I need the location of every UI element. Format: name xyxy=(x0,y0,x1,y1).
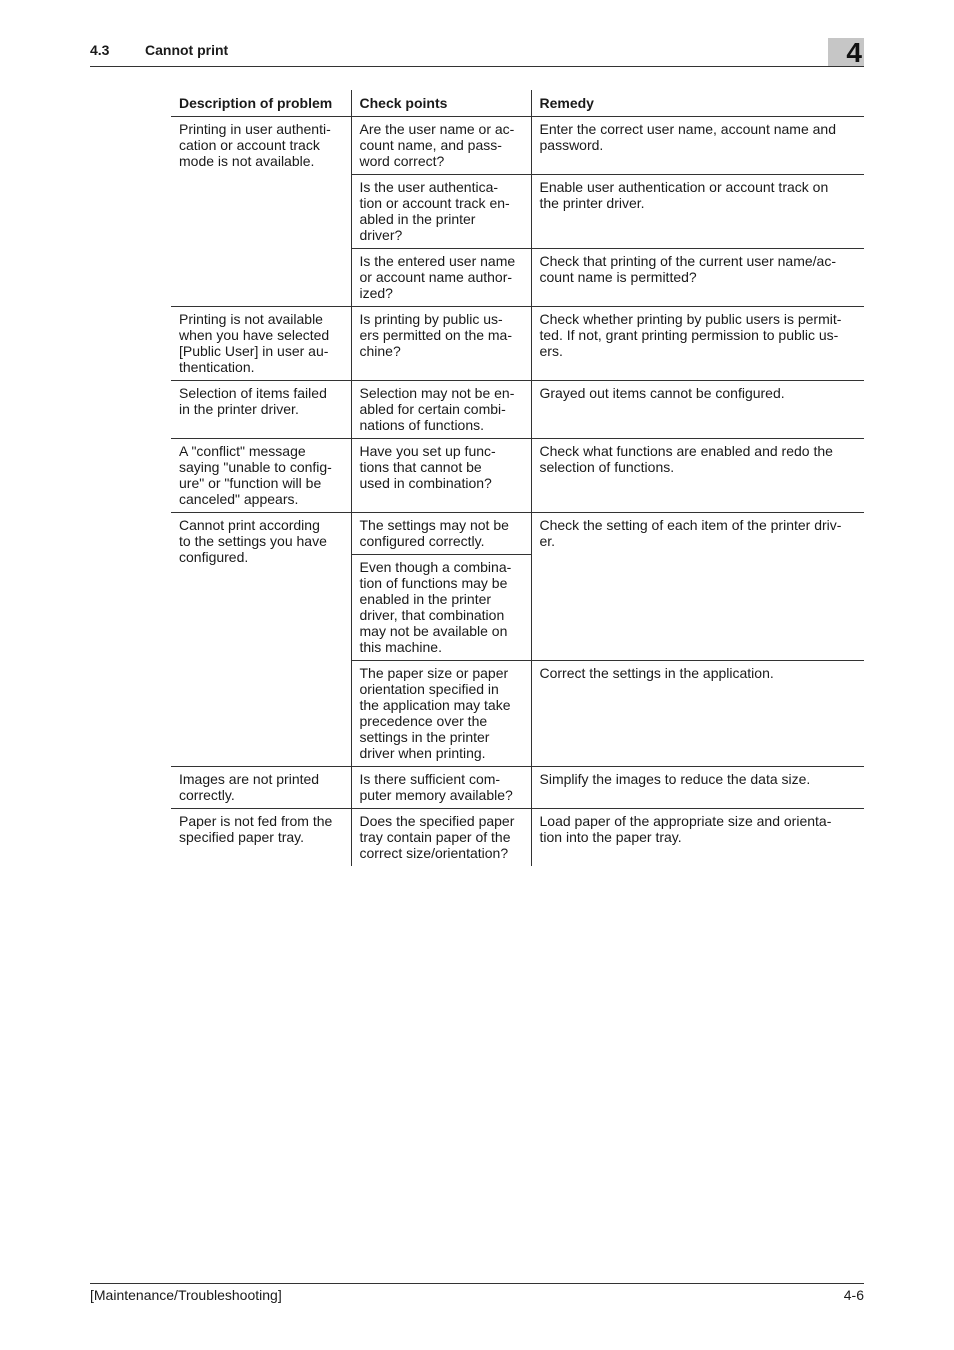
remedy-cell xyxy=(531,381,864,439)
remedy-cell xyxy=(531,175,864,249)
section-title: Cannot print xyxy=(145,42,229,58)
check-point-text: The paper size or paper orientation specified in the application may take precedence over the settings in the printer driver when printing. xyxy=(359,665,511,761)
page-footer xyxy=(90,1283,864,1308)
problem-text: A "conflict" message saying "unable to config- ure" or "function will be canceled" appears. xyxy=(179,443,332,507)
check-point-text: Are the user name or ac- count name, and pass- word correct? xyxy=(359,121,515,169)
check-point-text: Does the specified paper tray contain paper of the correct size/orientation? xyxy=(359,813,515,861)
chapter-tab xyxy=(828,38,864,66)
remedy-text: Check the setting of each item of the printer driv- er. xyxy=(539,517,842,549)
check-point-text: Is the user authentica- tion or account track en- abled in the printer driver? xyxy=(359,179,510,243)
column-header-problem: Description of problem xyxy=(171,90,351,117)
remedy-cell xyxy=(531,117,864,175)
manual-name: [Maintenance/Troubleshooting] xyxy=(90,1287,282,1303)
remedy-cell xyxy=(531,249,864,307)
remedy-text: Load paper of the appropriate size and orienta- tion into the paper tray. xyxy=(539,813,832,845)
troubleshooting-table xyxy=(171,90,864,866)
remedy-cell xyxy=(531,661,864,767)
table-row xyxy=(171,513,864,555)
check-point-cell xyxy=(351,307,531,381)
remedy-cell xyxy=(531,767,864,809)
table-row xyxy=(171,809,864,867)
problem-cell xyxy=(171,439,351,513)
check-point-text: Is the entered user name or account name author- ized? xyxy=(359,253,516,301)
remedy-cell xyxy=(531,307,864,381)
remedy-text: Simplify the images to reduce the data size. xyxy=(539,771,811,787)
problem-cell xyxy=(171,513,351,767)
section-number: 4.3 xyxy=(90,42,110,58)
check-point-cell xyxy=(351,809,531,867)
remedy-text: Enable user authentication or account track on the printer driver. xyxy=(539,179,829,211)
remedy-cell xyxy=(531,809,864,867)
table-header-row xyxy=(171,90,864,117)
column-header-remedy: Remedy xyxy=(531,90,864,117)
check-point-text: Is there sufficient com- puter memory available? xyxy=(359,771,513,803)
check-point-cell xyxy=(351,175,531,249)
remedy-text: Enter the correct user name, account name and password. xyxy=(539,121,836,153)
problem-cell xyxy=(171,381,351,439)
problem-text: Selection of items failed in the printer driver. xyxy=(179,385,327,417)
check-point-cell xyxy=(351,767,531,809)
problem-text: Printing is not available when you have selected [Public User] in user au- thentication. xyxy=(179,311,330,375)
check-point-cell xyxy=(351,439,531,513)
page-number: 4-6 xyxy=(843,1287,864,1303)
problem-cell xyxy=(171,767,351,809)
check-point-cell xyxy=(351,117,531,175)
check-point-text: The settings may not be configured correctly. xyxy=(359,517,509,549)
remedy-text: Correct the settings in the application. xyxy=(539,665,774,681)
remedy-text: Check whether printing by public users is permit- ted. If not, grant printing permission to public us- ers. xyxy=(539,311,842,359)
problem-text: Images are not printed correctly. xyxy=(179,771,320,803)
check-point-text: Even though a combina- tion of functions may be enabled in the printer driver, that combination may not be available on this machine. xyxy=(359,559,512,655)
remedy-cell xyxy=(531,513,864,661)
remedy-text: Grayed out items cannot be configured. xyxy=(539,385,785,401)
page-header xyxy=(90,36,864,67)
remedy-cell xyxy=(531,439,864,513)
check-point-text: Selection may not be en- abled for certain combi- nations of functions. xyxy=(359,385,515,433)
problem-text: Cannot print according to the settings you have configured. xyxy=(179,517,327,565)
check-point-cell xyxy=(351,249,531,307)
check-point-cell xyxy=(351,661,531,767)
table-row xyxy=(171,439,864,513)
remedy-text: Check that printing of the current user name/ac- count name is permitted? xyxy=(539,253,836,285)
column-header-check-points: Check points xyxy=(351,90,531,117)
table-row xyxy=(171,117,864,175)
table-row xyxy=(171,307,864,381)
check-point-cell xyxy=(351,555,531,661)
problem-text: Paper is not fed from the specified paper tray. xyxy=(179,813,333,845)
problem-cell xyxy=(171,117,351,307)
check-point-text: Have you set up func- tions that cannot be used in combination? xyxy=(359,443,496,491)
remedy-text: Check what functions are enabled and redo the selection of functions. xyxy=(539,443,833,475)
problem-text: Printing in user authenti- cation or account track mode is not available. xyxy=(179,121,331,169)
check-point-text: Is printing by public us- ers permitted on the ma- chine? xyxy=(359,311,513,359)
check-point-cell xyxy=(351,381,531,439)
table-row xyxy=(171,381,864,439)
problem-cell xyxy=(171,307,351,381)
check-point-cell xyxy=(351,513,531,555)
table-row xyxy=(171,767,864,809)
chapter-number: 4 xyxy=(846,37,862,68)
problem-cell xyxy=(171,809,351,867)
